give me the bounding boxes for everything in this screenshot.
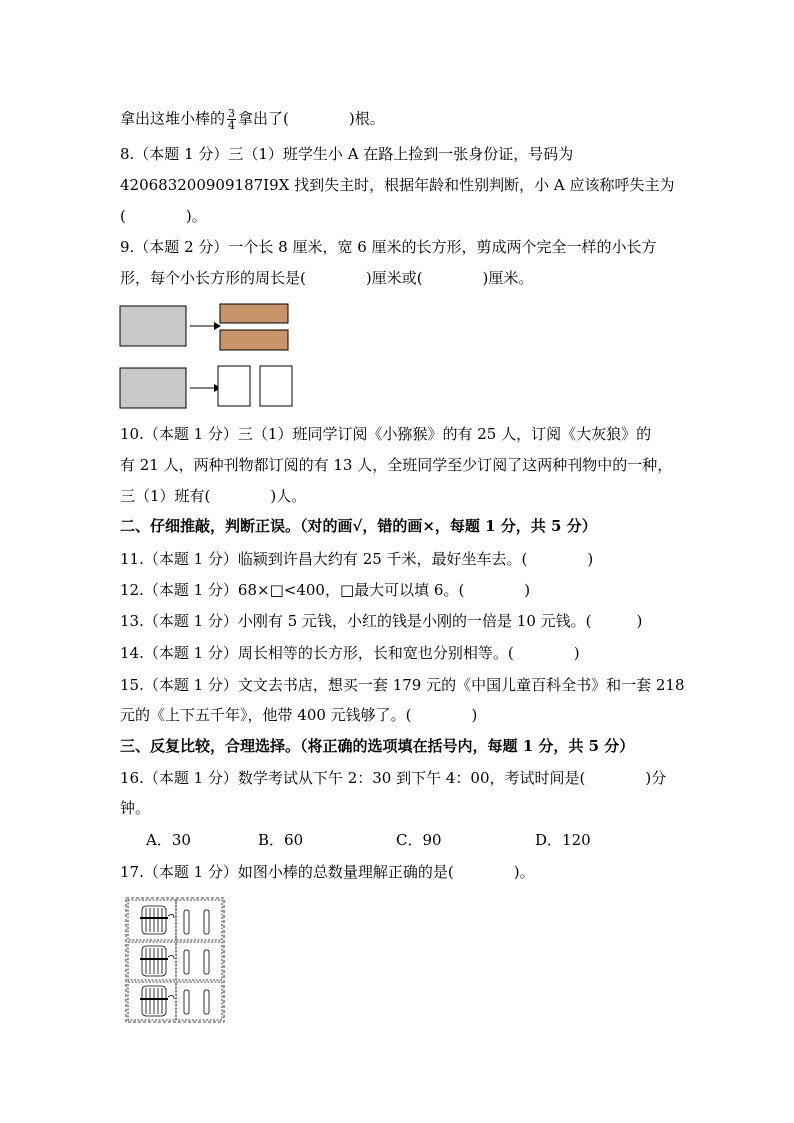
cut-piece-white-1 — [218, 366, 250, 406]
q15-line2: 元的《上下五千年》，他带 400 元钱够了。( ) — [120, 706, 478, 724]
q11: 11.（本题 1 分）临颍到许昌大约有 25 千米，最好坐车去。( ) — [120, 550, 594, 568]
stick-bundle-icon-2 — [140, 946, 174, 976]
q16-option-c: C．90 — [396, 831, 442, 849]
dashed-box-row1-right — [176, 900, 222, 940]
cut-piece-brown-1 — [220, 304, 288, 323]
cut-piece-white-2 — [260, 366, 292, 406]
q8-line3: ( )。 — [120, 207, 207, 225]
q12: 12.（本题 1 分）68×□<400，□最大可以填 6。( ) — [120, 581, 531, 599]
original-rectangle-top — [120, 306, 186, 346]
cut-piece-brown-2 — [220, 330, 288, 350]
original-rectangle-bottom — [120, 368, 186, 408]
section3-title: 三、反复比较，合理选择。（将正确的选项填在括号内，每题 1 分，共 5 分） — [120, 737, 635, 755]
fraction-denominator: 4 — [228, 119, 236, 132]
q16-option-d: D．120 — [535, 831, 591, 849]
dashed-box-row2-right — [176, 942, 222, 980]
section2-title: 二、仔细推敲，判断正误。（对的画√，错的画×，每题 1 分，共 5 分） — [120, 517, 597, 535]
q16-option-b: B．60 — [258, 831, 304, 849]
q17-line1: 17.（本题 1 分）如图小棒的总数量理解正确的是( )。 — [120, 863, 535, 881]
q10-line2: 有 21 人，两种刊物都订阅的有 13 人，全班同学至少订阅了这两种刊物中的一种， — [120, 456, 673, 474]
q8-line2: 420683200909187I9X 找到失主时，根据年龄和性别判断，小 A 应该称呼失主为 — [120, 176, 675, 194]
q7-text-before: 拿出这堆小棒的 — [120, 109, 226, 128]
q10-line3: 三（1）班有( )人。 — [120, 487, 307, 505]
fraction-numerator: 3 — [228, 107, 236, 120]
fraction — [227, 108, 236, 131]
q16-line1: 16.（本题 1 分）数学考试从下午 2：30 到下午 4：00，考试时间是( )分 — [120, 769, 667, 787]
q9-figure — [118, 300, 298, 412]
q15-line1: 15.（本题 1 分）文文去书店，想买一套 179 元的《中国儿童百科全书》和一套 218 — [120, 676, 685, 694]
q16-line2: 钟。 — [120, 799, 151, 817]
q13: 13.（本题 1 分）小刚有 5 元钱，小红的钱是小刚的一倍是 10 元钱。( ) — [120, 612, 643, 630]
stick-bundle-icon-3 — [140, 986, 174, 1016]
q14: 14.（本题 1 分）周长相等的长方形，长和宽也分别相等。( ) — [120, 644, 580, 662]
q8-line1: 8.（本题 1 分）三（1）班学生小 A 在路上捡到一张身份证，号码为 — [120, 145, 574, 163]
single-stick-icons — [184, 910, 209, 1014]
q7-text-after: 拿出了( )根。 — [238, 109, 385, 128]
q10-line1: 10.（本题 1 分）三（1）班同学订阅《小猕猴》的有 25 人，订阅《大灰狼》的 — [120, 425, 652, 443]
q9-line1: 9.（本题 2 分）一个长 8 厘米，宽 6 厘米的长方形，剪成两个完全一样的小长方 — [120, 238, 657, 256]
q9-line2: 形，每个小长方形的周长是( )厘米或( )厘米。 — [120, 269, 534, 287]
q7-tail-line — [120, 108, 385, 131]
q16-option-a: A．30 — [146, 831, 191, 849]
dashed-box-row3-right — [176, 982, 222, 1020]
q17-sticks-figure — [124, 896, 228, 1024]
stick-bundle-icon-1 — [140, 906, 174, 934]
